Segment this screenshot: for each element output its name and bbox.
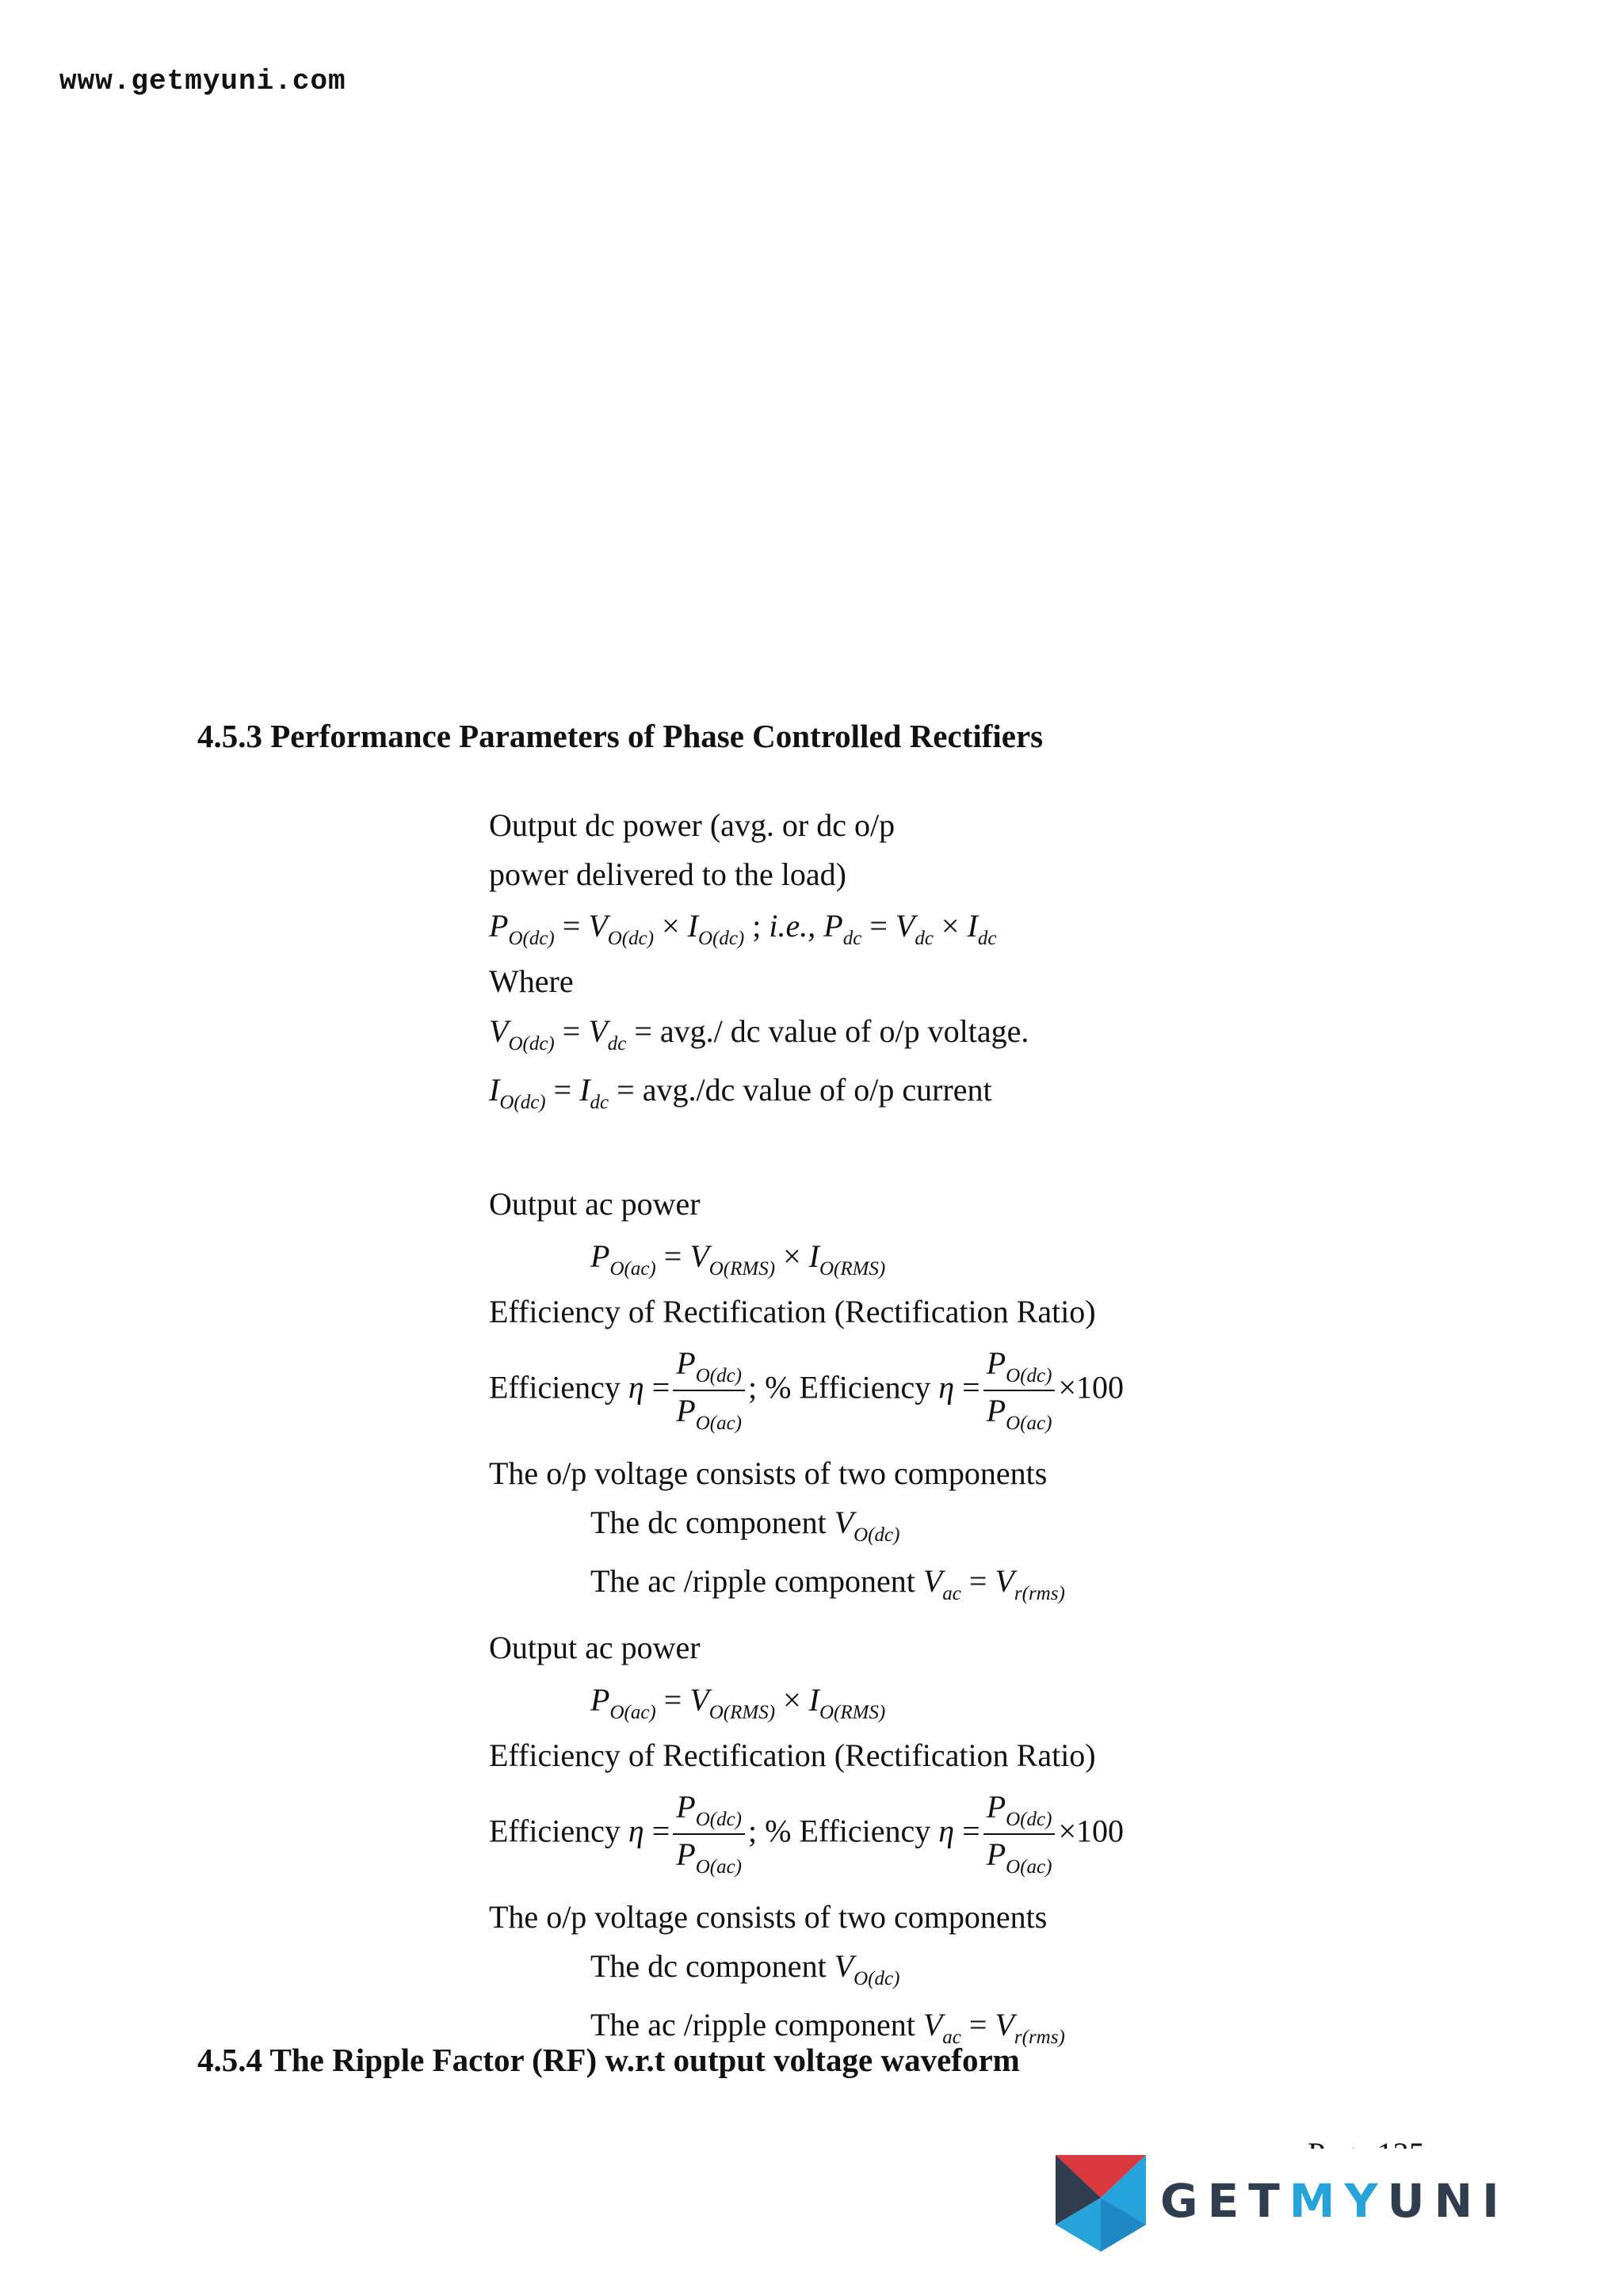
getmyuni-logo bbox=[1049, 2149, 1509, 2255]
getmyuni-logo-icon bbox=[1049, 2149, 1152, 2255]
idc-description: = avg./dc value of o/p current bbox=[617, 1072, 992, 1108]
efficiency-title-2: Efficiency of Rectification (Rectification Ratio) bbox=[489, 1737, 1096, 1773]
ac-power-label-2: Output ac power bbox=[489, 1630, 701, 1665]
efficiency-equation-2: Efficiency η = $\frac{P_{O(dc)}}{P_{O(ac)}}$ ; % Efficiency η = $\frac{P_{O(dc)}}{P_{O(ac)}}$ ×100 bbox=[489, 1789, 1125, 1878]
pct-efficiency-label-2: % Efficiency bbox=[765, 1813, 931, 1849]
dc-power-line-1: Output dc power (avg. or dc o/p bbox=[489, 807, 896, 843]
dc-power-equation: $P_{O(dc)} = V_{O(dc)} \times I_{O(dc)}$ ; i.e., $P_{dc} = V_{dc} \times I_{dc}$ bbox=[489, 908, 997, 949]
where-label: Where bbox=[489, 963, 574, 999]
idc-definition: $I_{O(dc)} = I_{dc} = avg./dc$ value of o/p current bbox=[489, 1072, 992, 1113]
section-heading-4-5-3: 4.5.3 Performance Parameters of Phase Controlled Rectifiers bbox=[197, 718, 1044, 754]
efficiency-equation: Efficiency η = $\frac{P_{O(dc)}}{P_{O(ac)}}$ ; % Efficiency η = $\frac{P_{O(dc)}}{P_{O(ac)}}$ ×100 bbox=[489, 1345, 1125, 1435]
ac-power-equation-2: $P_{O(ac)} = V_{O(RMS)} \times I_{O(RMS)}$ bbox=[590, 1682, 886, 1723]
ac-component-line: The ac /ripple component $V_{ac} = V_{r(rms)}$ bbox=[590, 1563, 1065, 1604]
ac-component-label: The ac /ripple component bbox=[590, 1563, 915, 1599]
site-url[interactable]: www.getmyuni.com bbox=[59, 65, 346, 97]
efficiency-label: Efficiency bbox=[489, 1369, 621, 1405]
vdc-definition: $V_{O(dc)} = V_{dc} = avg./$ dc value of o/p voltage. bbox=[489, 1013, 1029, 1055]
vdc-description: = avg./ dc value of o/p voltage. bbox=[634, 1013, 1029, 1049]
ac-power-equation: $P_{O(ac)} = V_{O(RMS)} \times I_{O(RMS)}$ bbox=[590, 1238, 886, 1280]
dc-component-line: The dc component $V_{O(dc)}$ bbox=[590, 1505, 900, 1546]
dc-component-label-2: The dc component bbox=[590, 1948, 827, 1984]
efficiency-label-2: Efficiency bbox=[489, 1813, 621, 1849]
ac-component-line-2: The ac /ripple component $V_{ac} = V_{r(rms)}$ bbox=[590, 2007, 1065, 2048]
dc-component-line-2: The dc component $V_{O(dc)}$ bbox=[590, 1948, 900, 1989]
page-number bbox=[1308, 2135, 1425, 2149]
pct-efficiency-label: % Efficiency bbox=[765, 1369, 931, 1405]
section-heading-4-5-4: 4.5.4 The Ripple Factor (RF) w.r.t output voltage waveform bbox=[197, 2042, 1020, 2078]
ac-component-label-2: The ac /ripple component bbox=[590, 2007, 915, 2042]
getmyuni-logo-text: GETMYUNI bbox=[1160, 2174, 1509, 2228]
two-components-text-2: The o/p voltage consists of two components bbox=[489, 1899, 1048, 1935]
dc-component-label: The dc component bbox=[590, 1505, 827, 1540]
dc-power-line-2: power delivered to the load) bbox=[489, 856, 846, 892]
ac-power-label: Output ac power bbox=[489, 1186, 701, 1222]
efficiency-title: Efficiency of Rectification (Rectification Ratio) bbox=[489, 1294, 1096, 1329]
two-components-text: The o/p voltage consists of two components bbox=[489, 1455, 1048, 1491]
